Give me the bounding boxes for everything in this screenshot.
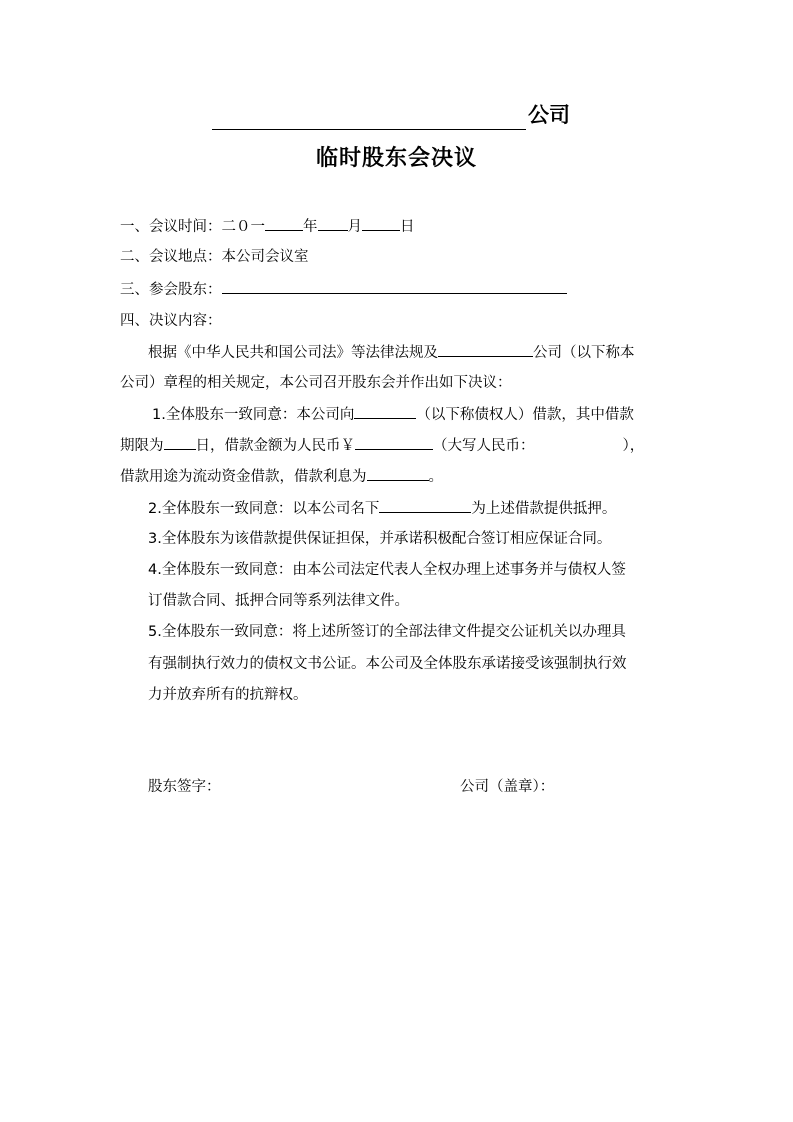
resolution-1-line-1 bbox=[152, 404, 634, 425]
document-title: 临时股东会决议 bbox=[315, 146, 477, 171]
attendees-blank[interactable] bbox=[222, 279, 567, 294]
company-name-line bbox=[212, 100, 592, 134]
day-label: 日 bbox=[400, 219, 415, 235]
amount-words-close: ）， bbox=[622, 438, 645, 454]
meeting-time-label: 一、会议时间：二０一 bbox=[120, 219, 265, 235]
amount-blank[interactable] bbox=[355, 435, 433, 450]
creditor-blank[interactable] bbox=[354, 404, 416, 419]
attendees-line bbox=[120, 279, 567, 300]
company-seal-label: 公司（盖章）： bbox=[460, 779, 555, 795]
intro-text-b: 公司（以下称本 bbox=[533, 345, 635, 361]
month-blank[interactable] bbox=[318, 216, 348, 231]
interest-label: 借款用途为流动资金借款，借款利息为 bbox=[120, 469, 367, 485]
resolution-1-text-b: （以下称债权人）借款，其中借款 bbox=[416, 407, 634, 423]
meeting-time-line bbox=[120, 216, 415, 237]
company-name-blank[interactable] bbox=[212, 100, 526, 130]
resolution-5-line-2: 有强制执行效力的债权文书公证。本公司及全体股东承诺接受该强制执行效 bbox=[148, 656, 627, 672]
intro-line-1 bbox=[148, 342, 635, 363]
term-label: 期限为 bbox=[120, 438, 164, 454]
resolution-1-line-2 bbox=[120, 435, 644, 456]
attendees-label: 三、参会股东： bbox=[120, 282, 222, 298]
resolution-1-line-3 bbox=[120, 466, 443, 487]
day-blank[interactable] bbox=[362, 216, 400, 231]
resolution-content-label: 四、决议内容： bbox=[120, 313, 222, 329]
resolution-5-line-1: 5.全体股东一致同意：将上述所签订的全部法律文件提交公证机关以办理具 bbox=[148, 624, 626, 640]
company-suffix: 公司 bbox=[528, 103, 570, 127]
resolution-3: 3.全体股东为该借款提供保证担保，并承诺积极配合签订相应保证合同。 bbox=[148, 531, 612, 547]
year-label: 年 bbox=[303, 219, 318, 235]
resolution-2-text-a: 2.全体股东一致同意：以本公司名下 bbox=[148, 501, 380, 517]
collateral-blank[interactable] bbox=[379, 498, 471, 513]
resolution-5-line-3: 力并放弃所有的抗辩权。 bbox=[148, 687, 308, 703]
intro-company-blank[interactable] bbox=[438, 342, 533, 357]
interest-period: 。 bbox=[428, 469, 443, 485]
resolution-4-line-1: 4.全体股东一致同意：由本公司法定代表人全权办理上述事务并与债权人签 bbox=[148, 562, 626, 578]
year-blank[interactable] bbox=[265, 216, 303, 231]
term-days-blank[interactable] bbox=[164, 435, 196, 450]
resolution-2 bbox=[148, 498, 616, 519]
shareholder-signature-label: 股东签字： bbox=[148, 779, 221, 795]
meeting-place-line: 二、会议地点：本公司会议室 bbox=[120, 249, 309, 265]
resolution-1-text-a: 1.全体股东一致同意：本公司向 bbox=[152, 407, 355, 423]
resolution-4-line-2: 订借款合同、抵押合同等系列法律文件。 bbox=[148, 593, 409, 609]
intro-line-2: 公司）章程的相关规定，本公司召开股东会并作出如下决议： bbox=[120, 375, 512, 391]
intro-text-a: 根据《中华人民共和国公司法》等法律法规及 bbox=[148, 345, 438, 361]
resolution-2-text-b: 为上述借款提供抵押。 bbox=[471, 501, 617, 517]
month-label: 月 bbox=[347, 219, 362, 235]
amount-label: 日，借款金额为人民币￥ bbox=[195, 438, 355, 454]
amount-words-label: （大写人民币： bbox=[433, 438, 535, 454]
interest-blank[interactable] bbox=[367, 466, 429, 481]
